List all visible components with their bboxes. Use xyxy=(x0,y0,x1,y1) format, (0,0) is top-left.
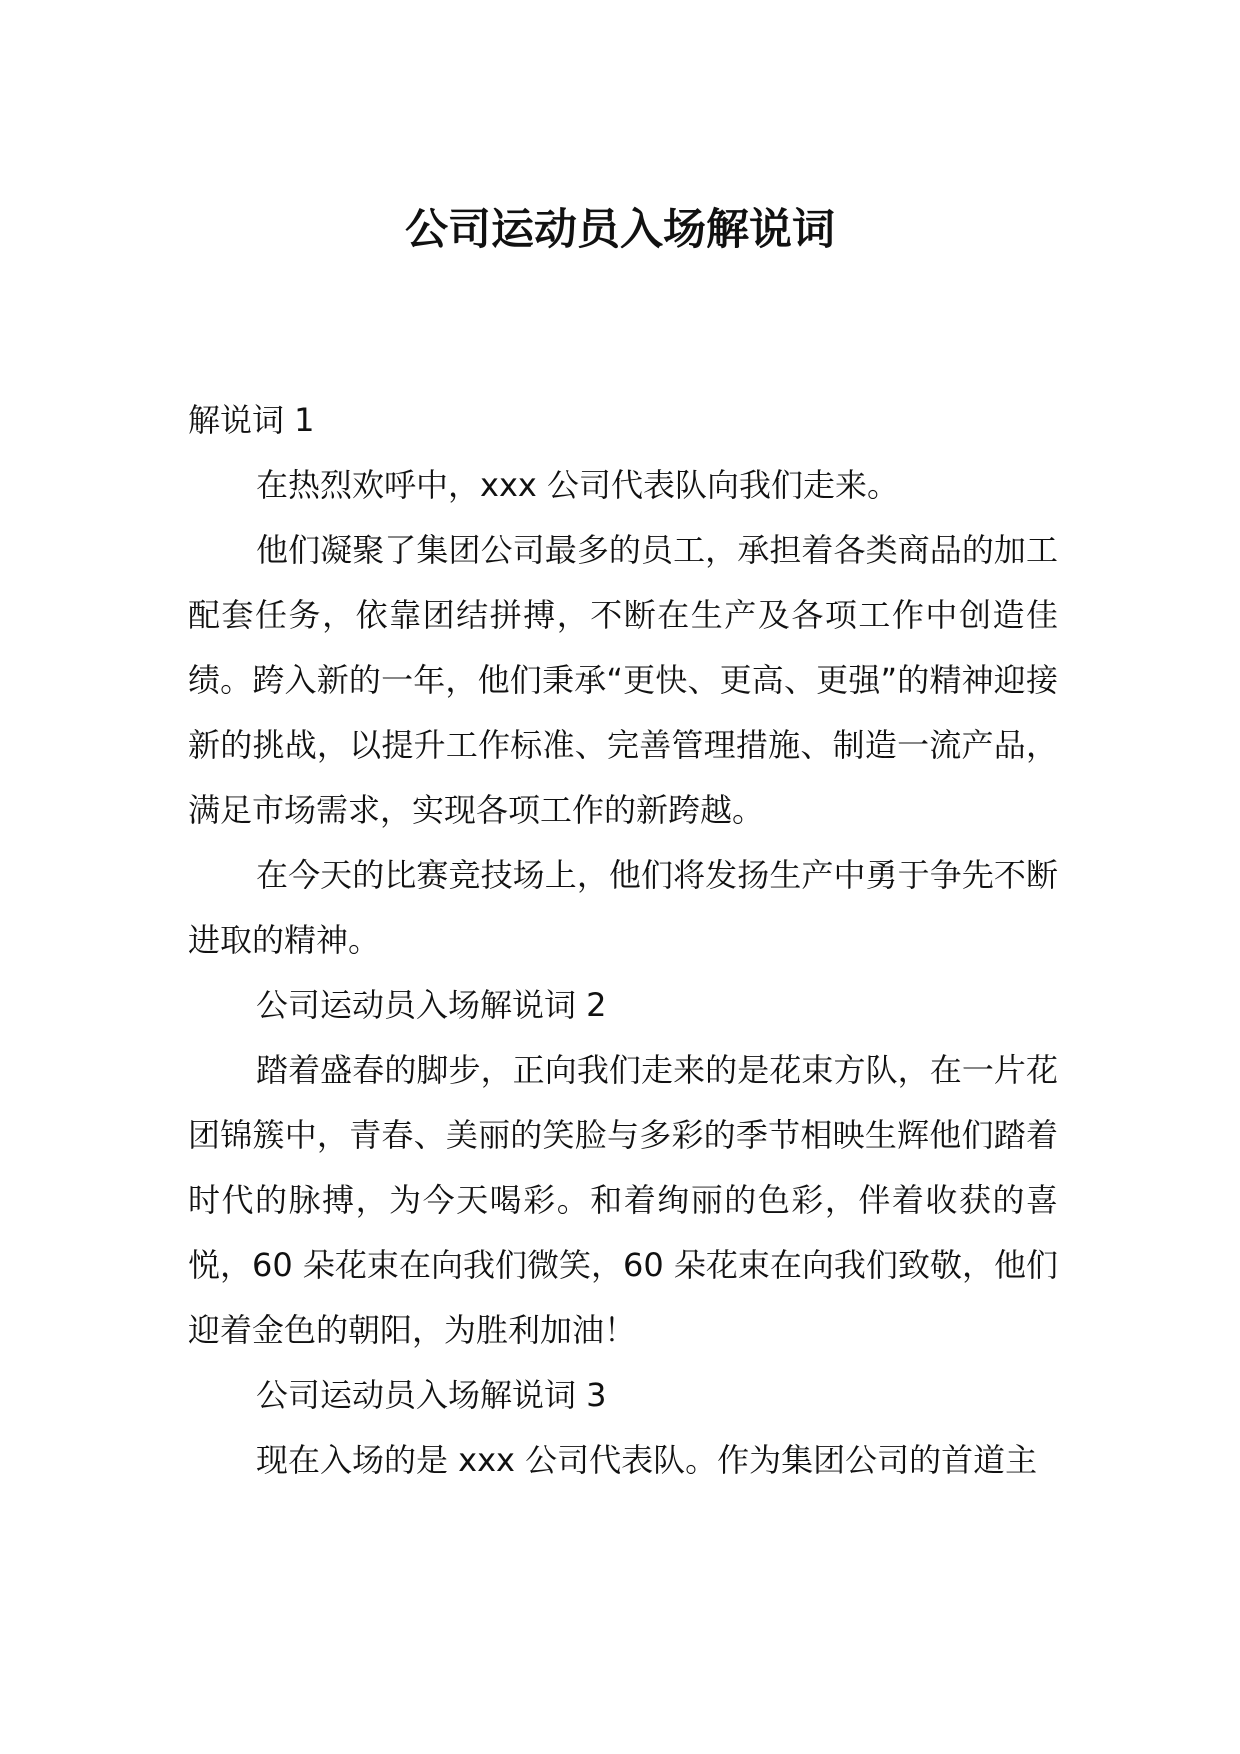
section-heading-2: 公司运动员入场解说词 2 xyxy=(256,986,607,1024)
paragraph: 在热烈欢呼中，xxx 公司代表队向我们走来。 xyxy=(256,466,899,504)
paragraph: 他们凝聚了集团公司最多的员工，承担着各类商品的加工配套任务，依靠团结拼搏，不断在生产及各项工作中创造佳绩。跨入新的一年，他们秉承“更快、更高、更强”的精神迎接新的挑战，以提升工作标准、完善管理措施、制造一流产品，满足市场需求，实现各项工作的新跨越。 xyxy=(188,531,1058,829)
section-heading-3: 公司运动员入场解说词 3 xyxy=(256,1376,607,1414)
paragraph: 踏着盛春的脚步，正向我们走来的是花束方队，在一片花团锦簇中，青春、美丽的笑脸与多彩的季节相映生辉他们踏着时代的脉搏，为今天喝彩。和着绚丽的色彩，伴着收获的喜悦，60 朵花束在向我们微笑，60 朵花束在向我们致敬，他们迎着金色的朝阳，为胜利加油！ xyxy=(188,1051,1058,1349)
document-title: 公司运动员入场解说词 xyxy=(405,205,835,255)
document-body xyxy=(188,388,1058,1493)
section-heading-1: 解说词 1 xyxy=(188,401,315,439)
paragraph: 在今天的比赛竞技场上，他们将发扬生产中勇于争先不断进取的精神。 xyxy=(188,856,1058,959)
paragraph: 现在入场的是 xxx 公司代表队。作为集团公司的首道主 xyxy=(256,1441,1038,1479)
